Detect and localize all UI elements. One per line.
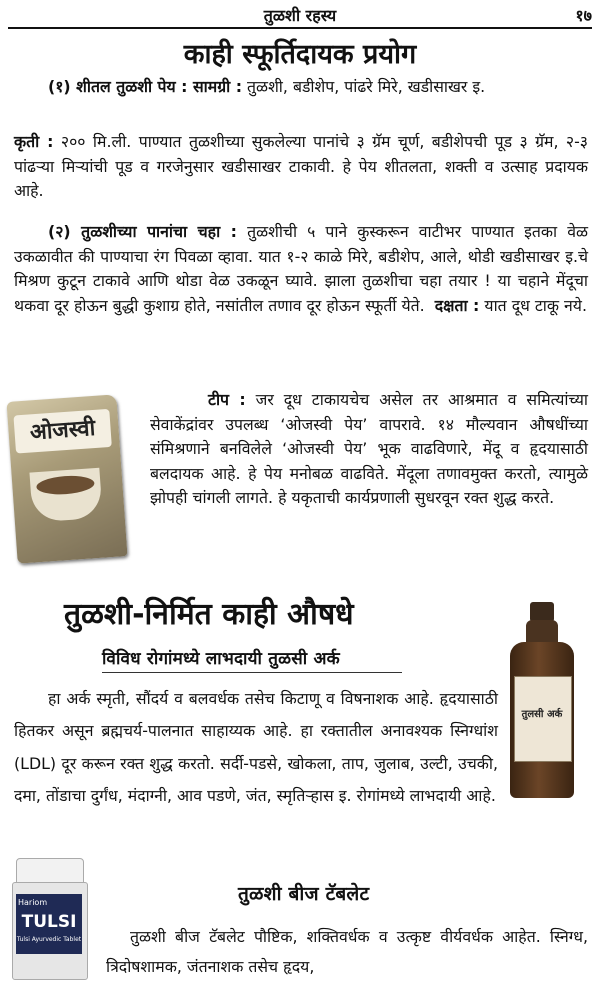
dakshata-text: यात दूध टाकू नये. [479,295,587,315]
tulsi-tablet-jar-image [12,858,86,978]
dakshata-label: दक्षता : [434,295,480,315]
ark-paragraph [14,683,498,813]
kruti-label: कृती : [14,132,54,151]
item2-paragraph [14,220,588,318]
subheading-tulsi-ark: विविध रोगांमध्ये लाभदायी तुळसी अर्क [102,649,340,669]
item1-heading: (१) शीतल तुळशी पेय : सामग्री : [48,77,243,96]
kruti-paragraph [14,130,588,204]
section-title-medicines: तुळशी-निर्मित काही औषधे [64,597,354,632]
bottle-label-text: तुलसी अर्क [521,709,563,720]
ojasvi-pack-image [6,394,127,563]
tablet-text: तुळशी बीज टॅबलेट पौष्टिक, शक्तिवर्धक व उत्कृष्ट वीर्यवर्धक आहेत. स्निग्ध, त्रिदोषशामक, जंतनाशक तसेच हृदय, [106,927,588,976]
tablet-paragraph [106,922,588,982]
page-number: १७ [575,6,592,25]
item1-ingredients: तुळशी, बडीशेप, पांढरे मिरे, खडीसाखर इ. [242,77,486,96]
running-header [8,4,592,26]
book-title: तुळशी रहस्य [263,6,337,25]
section-title-experiments: काही स्फूर्तिदायक प्रयोग [183,39,417,70]
tip-paragraph [150,388,588,511]
item2-text: तुळशीची ५ पाने कुस्करून वाटीभर पाण्यात इतका वेळ उकळावीत की पाण्याचा रंग पिवळा व्हावा. यात १-२ काळे मिरे, बडीशेप, आले, थोडी खडीसाखर इ.चे मिश्रण कुटून टाकावे आणि थोडा वेळ उकळून घ्यावे. झाला तुळशीचा चहा तयार ! या चहाने मेंदूचा थकवा दूर होऊन बुद्धी कुशाग्र होते, नसांतील तणाव दूर होऊन स्फूर्ती येते. [14,222,588,315]
jar-brand: Hariom [18,898,48,907]
cup-icon [29,468,102,523]
tulsi-ark-bottle-image [510,602,574,798]
tip-label: टीप : [208,390,246,409]
jar-subtext: Tulsi Ayurvedic Tablet [16,936,82,943]
header-rule [8,27,592,29]
jar-name: TULSI [21,912,77,932]
bottle-cap [530,602,554,622]
ojasvi-pack-label: ओजस्वी [13,409,111,454]
ark-text: हा अर्क स्मृती, सौंदर्य व बलवर्धक तसेच किटाणू व विषनाशक आहे. हृदयासाठी हितकर असून ब्रह्मचर्य-पालनात साहाय्यक आहे. हा रक्तातील अनावश्यक स्निग्धांश (LDL) दूर करून रक्त शुद्ध करतो. सर्दी-पडसे, खोकला, ताप, जुलाब, उल्टी, उचकी, दमा, तोंडाचा दुर्गंध, मंदाग्नी, आव पडणे, जंत, स्मृतिऱ्हास इ. रोगांमध्ये लाभदायी आहे. [14,689,498,806]
subheading-underline [102,672,402,673]
item2-heading: (२) तुळशीच्या पानांचा चहा : [48,222,238,241]
subheading-tulsi-tablet: तुळशी बीज टॅबलेट [238,883,370,905]
kruti-text: २०० मि.ली. पाण्यात तुळशीच्या सुकलेल्या पानांचे ३ ग्रॅम चूर्ण, बडीशेपची पूड ३ ग्रॅम, २-३ पांढऱ्या मिऱ्यांची पूड व गरजेनुसार खडीसाखर टाकावी. हे पेय शीतलता, शक्ती व उत्साह प्रदायक आहे. [14,132,589,201]
tip-text: जर दूध टाकायचेच असेल तर आश्रमात व समित्यांच्या सेवाकेंद्रांवर उपलब्ध ‘ओजस्वी पेय’ वापरावे. १४ मौल्यवान औषधींच्या संमिश्रणाने बनविलेले ‘ओजस्वी पेय’ भूक वाढविणारे, मेंदू व हृदयासाठी बलदायक आहे. हे पेय मनोबळ वाढविते. मेंदूला तणावमुक्त करतो, त्यामुळे झोपही चांगली लागते. हे यकृताची कार्यप्रणाली सुधरवून रक्त शुद्ध करते. [150,390,588,508]
item1-paragraph [14,75,588,100]
